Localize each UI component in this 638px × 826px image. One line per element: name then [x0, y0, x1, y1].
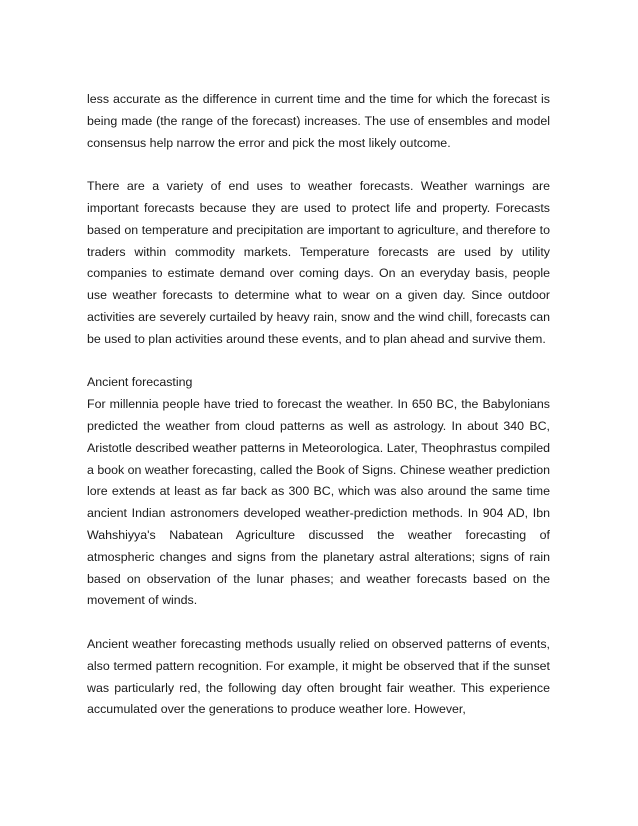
- paragraph-forecast-accuracy: less accurate as the difference in current time and the time for which the forecast is being made (the range of the forecast) increases. The use of ensembles and model consensus help narrow the error and pick the most likely outcome.: [87, 92, 550, 150]
- paragraph-ancient-history: For millennia people have tried to forecast the weather. In 650 BC, the Babylonians predicted the weather from cloud patterns as well as astrology. In about 340 BC, Aristotle described weather patterns in Meteorologica. Later, Theophrastus compiled a book on weather forecasting, called the Book of Signs. Chinese weather prediction lore extends at least as far back as 300 BC, which was also around the same time ancient Indian astronomers developed weather-prediction methods. In 904 AD, Ibn Wahshiyya's Nabatean Agriculture discussed the weather forecasting of atmospheric changes and signs from the planetary astral alterations; signs of rain based on observation of the lunar phases; and weather forecasts based on the movement of winds.: [87, 397, 550, 608]
- paragraph-spacer: [87, 351, 550, 373]
- paragraph-spacer: [87, 612, 550, 634]
- document-body: [87, 89, 550, 721]
- paragraph-end-uses: There are a variety of end uses to weather forecasts. Weather warnings are important forecasts because they are used to protect life and property. Forecasts based on temperature and precipitation are important to agriculture, and therefore to traders within commodity markets. Temperature forecasts are used by utility companies to estimate demand over coming days. On an everyday basis, people use weather forecasts to determine what to wear on a given day. Since outdoor activities are severely curtailed by heavy rain, snow and the wind chill, forecasts can be used to plan activities around these events, and to plan ahead and survive them.: [87, 179, 550, 346]
- paragraph-spacer: [87, 154, 550, 176]
- paragraph-pattern-recognition: Ancient weather forecasting methods usually relied on observed patterns of events, also termed pattern recognition. For example, it might be observed that if the sunset was particularly red, the following day often brought fair weather. This experience accumulated over the generations to produce weather lore. However,: [87, 636, 550, 717]
- section-heading-ancient-forecasting: Ancient forecasting: [87, 375, 193, 390]
